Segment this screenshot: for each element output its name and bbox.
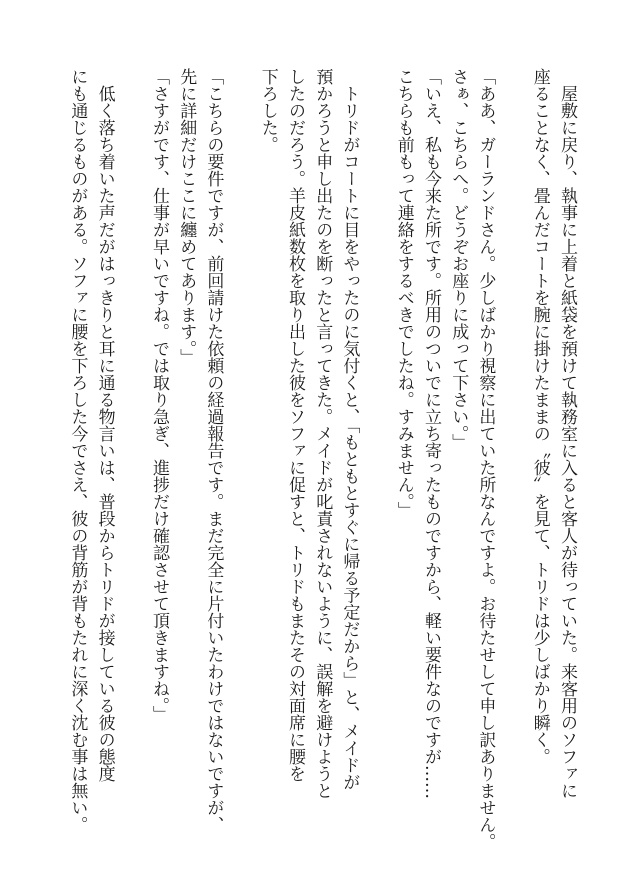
vertical-text-body [63, 68, 580, 848]
paragraph-gap [498, 68, 525, 848]
text-line: 「こちらの要件ですが、前回請けた依頼の経過報告です。まだ完全に片付いたわけではないですが、 [203, 68, 224, 833]
text-line: 「いえ、私も今来た所です。所用のついでに立ち寄ったものですから、軽い要件なのですが…… [421, 68, 441, 799]
paragraph-gap [226, 68, 253, 848]
text-line: 先に詳細だけここに纏めてあります。」 [176, 68, 197, 366]
paragraph-gap [362, 68, 389, 848]
text-line: したのだろう。羊皮紙数枚を取り出した彼をソファに促すと、トリドもまたその対面席に腰を [285, 68, 305, 782]
text-line: にも通じるものがある。ソファに腰を下ろした今でさえ、彼の背筋が背もたれに深く沈む事は無い。 [67, 68, 88, 833]
text-line: トリドがコートに目をやったのに気付くと、「もともとすぐに帰る予定だから」と、メイドが [339, 68, 360, 791]
text-line: 座ることなく、畳んだコートを腕に掛けたままの〝彼〟を見て、トリドは少しばかり瞬く。 [529, 68, 550, 765]
text-line: 屋敷に戻り、執事に上着と紙袋を預けて執務室に入ると客人が待っていた。来客用のソファに [557, 68, 577, 799]
text-line: さぁ、こちらへ。どうぞお座りに成って下さい。」 [448, 68, 469, 451]
text-line: 「ああ、ガーランドさん。少しばかり視察に出ていた所なんですよ。お待たせして申し訳ありません。 [475, 68, 496, 850]
paragraph-gap [118, 68, 145, 848]
text-line: 預かろうと申し出たのを断ったと言ってきた。メイドが叱責されないように、誤解を避けようと [312, 68, 333, 799]
text-line: こちらも前もって連絡をするべきでしたね。すみません。」 [393, 68, 414, 519]
text-line: 「さすがです、仕事が早いですね。では取り急ぎ、進捗だけ確認させて頂きますね。」 [149, 68, 169, 723]
text-line: 下ろした。 [257, 68, 278, 153]
text-line: 低く落ち着いた声だがはっきりと耳に通る物言いは、普段からトリドが接している彼の態度 [94, 68, 115, 782]
